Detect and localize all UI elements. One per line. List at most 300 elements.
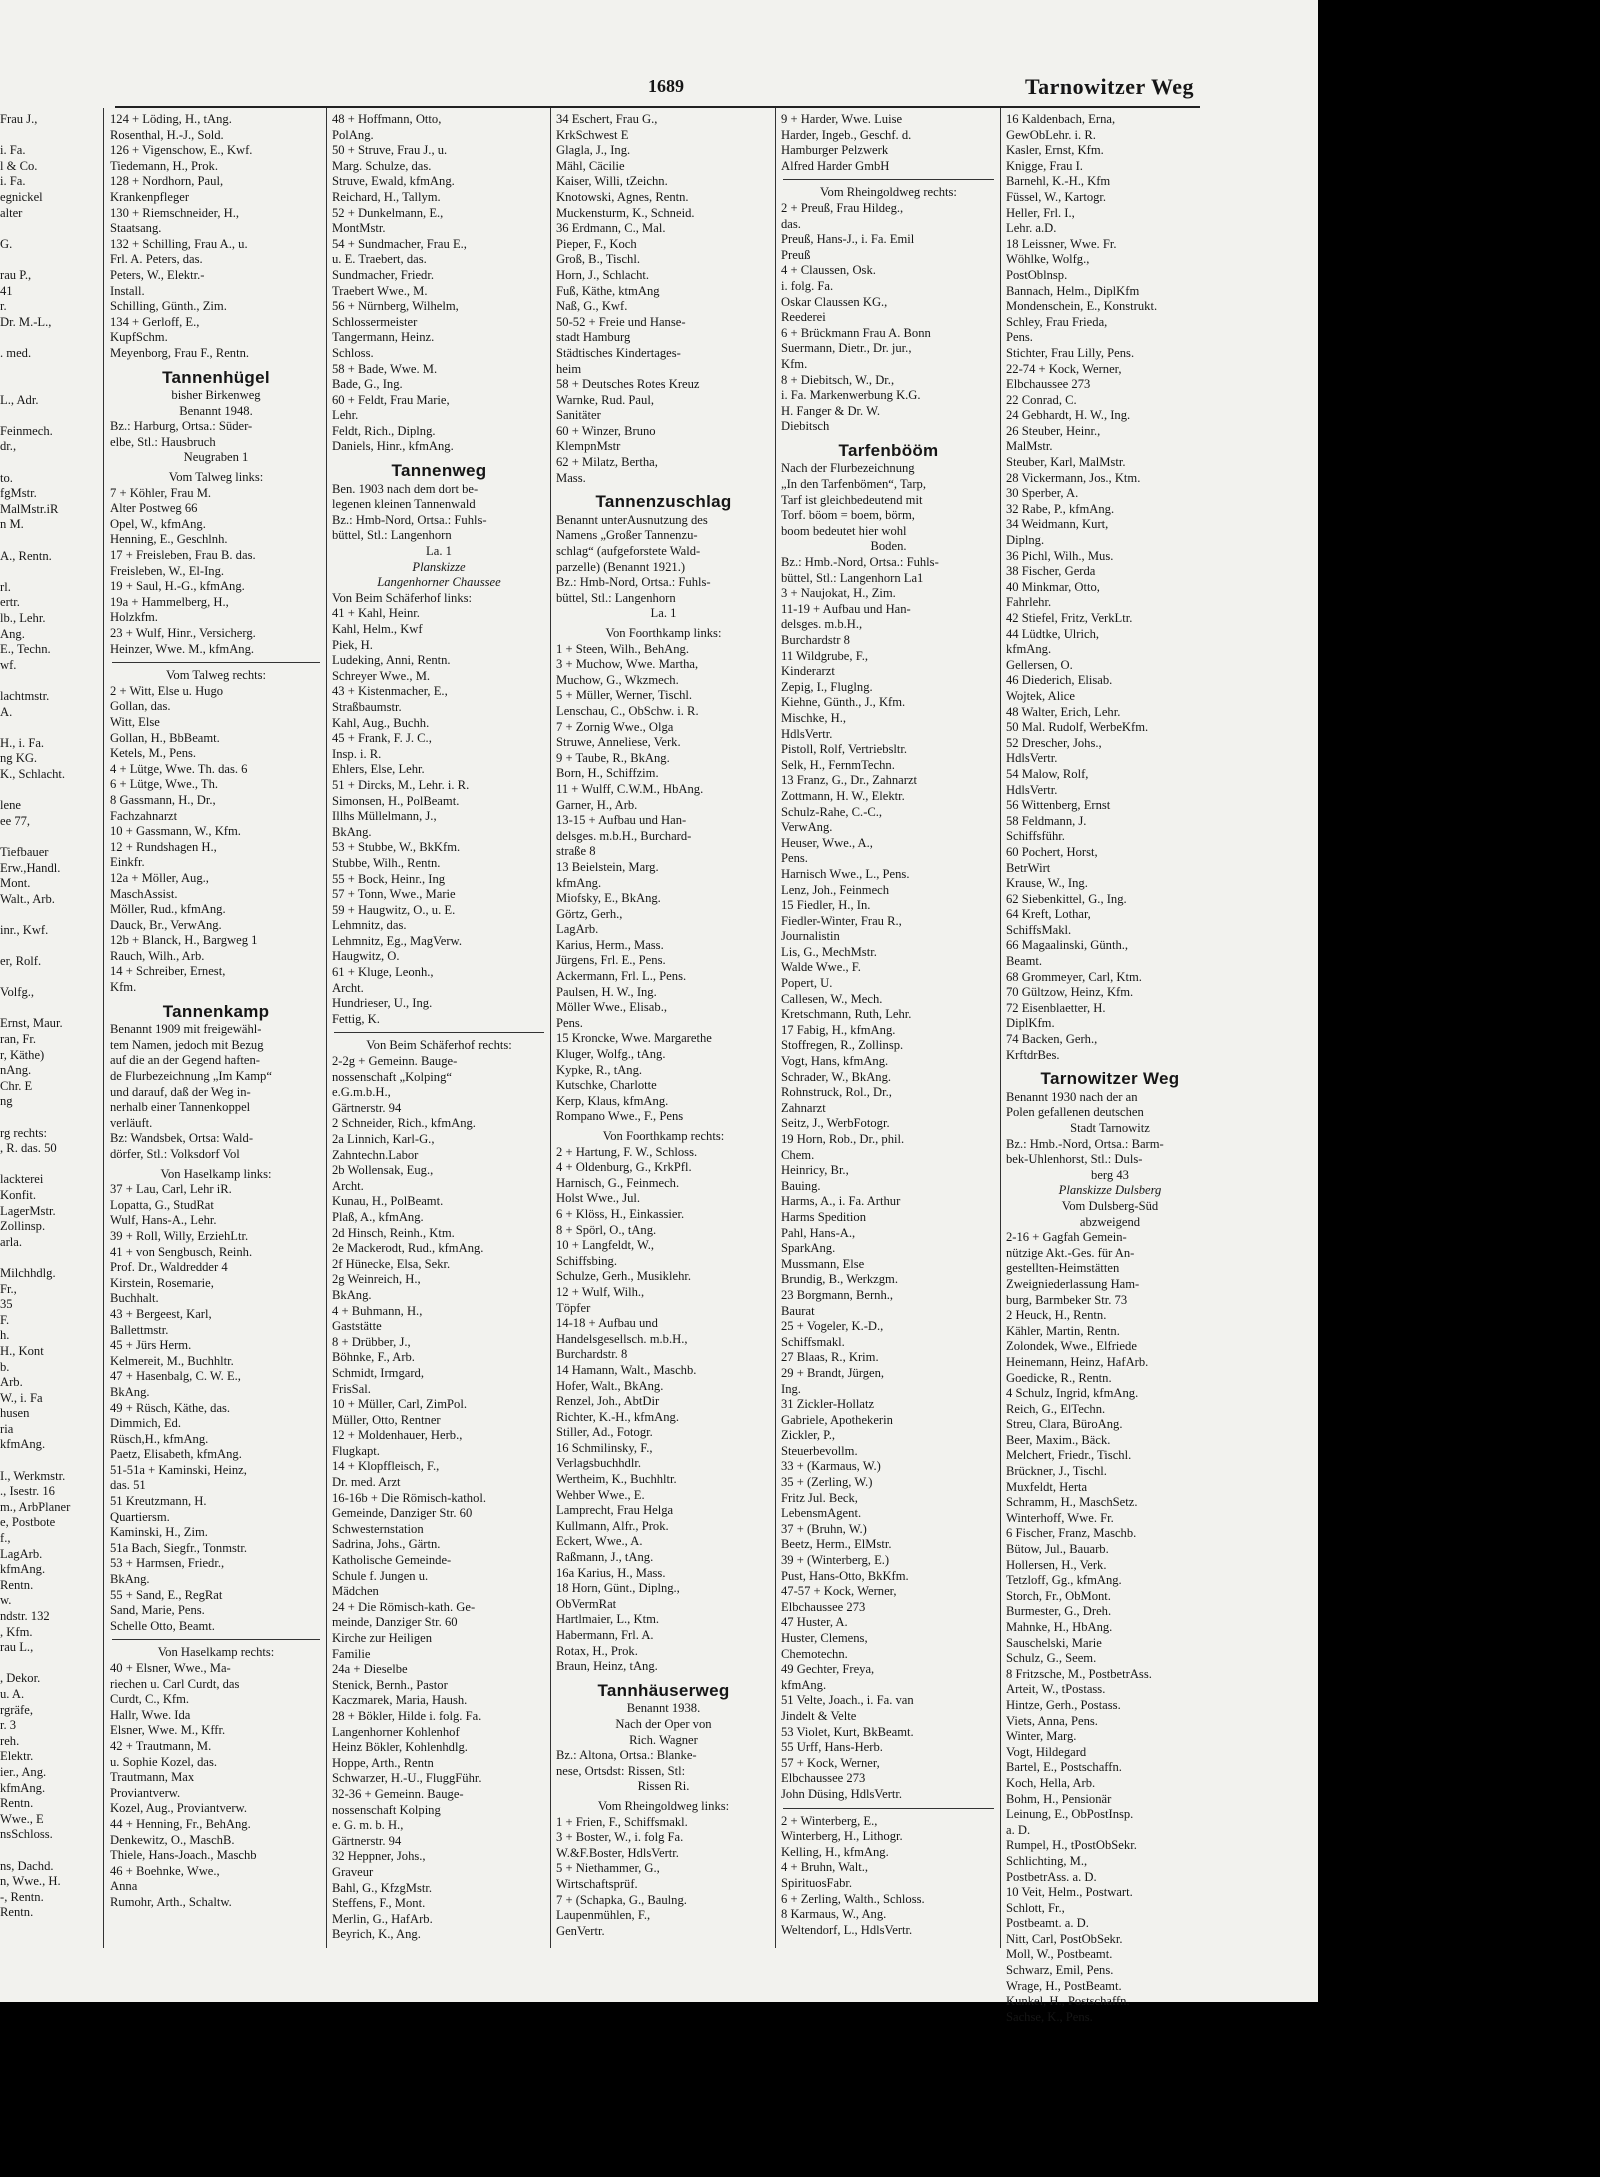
- entry-continuation: büttel, Stl.: Langenhorn La1: [781, 570, 924, 585]
- entry-continuation: Familie: [332, 1646, 371, 1661]
- entry-continuation: Gemeinde, Danziger Str. 60: [332, 1506, 473, 1521]
- directory-entry: [0, 1157, 100, 1173]
- directory-entry: 8 Gassmann, H., Dr.,: [110, 792, 216, 807]
- entry-continuation: Ackermann, Frl. L., Pens.: [556, 969, 687, 984]
- directory-entry: Bz: Wandsbek, Ortsa: Wald-: [110, 1131, 254, 1146]
- street-heading: Tarfenbööm: [838, 440, 939, 460]
- directory-entry: 68 Grommeyer, Carl, Ktm.: [1006, 969, 1142, 984]
- entry-continuation: Vogt, Hans, kfmAng.: [781, 1054, 889, 1069]
- entry-continuation: Schiffsführ.: [1006, 829, 1065, 844]
- entry-continuation: Pust, Hans-Otto, BkKfm.: [781, 1568, 909, 1583]
- entry-continuation: Zickler, P.,: [781, 1428, 836, 1443]
- entry-continuation: Popert, U.: [781, 976, 833, 991]
- entry-continuation: Nitt, Carl, PostObSekr.: [1006, 1931, 1123, 1946]
- directory-entry: kfmAng.: [0, 1562, 46, 1577]
- entry-continuation: Diebitsch: [781, 419, 830, 434]
- directory-column-1: [110, 112, 322, 1947]
- entry-continuation: Heinemann, Heinz, HafArb.: [1006, 1354, 1149, 1369]
- directory-entry: 51 Velte, Joach., i. Fa. van: [781, 1693, 914, 1708]
- section-label: Von Haselkamp links:: [160, 1166, 272, 1181]
- entry-continuation: KrftdrBes.: [1006, 1047, 1060, 1062]
- directory-entry: 22-74 + Kock, Werner,: [1006, 361, 1122, 376]
- entry-continuation: Stenick, Bernh., Pastor: [332, 1677, 448, 1692]
- directory-entry: , R. das. 50: [0, 1141, 57, 1156]
- entry-continuation: Kretschmann, Ruth, Lehr.: [781, 1007, 912, 1022]
- directory-entry: [0, 1110, 100, 1126]
- entry-continuation: Bütow, Jul., Bauarb.: [1006, 1542, 1109, 1557]
- entry-continuation: büttel, Stl.: Langenhorn: [332, 528, 452, 543]
- directory-entry: 8 Karmaus, W., Ang.: [781, 1907, 887, 1922]
- entry-continuation: Raßmann, J., tAng.: [556, 1550, 654, 1565]
- directory-entry: Bz.: Harburg, Ortsa.: Süder-: [110, 419, 253, 434]
- directory-entry: reh.: [0, 1733, 20, 1748]
- entry-continuation: nossenschaft Kolping: [332, 1802, 441, 1817]
- directory-entry: Chr. E: [0, 1078, 33, 1093]
- separator-rule: [112, 662, 320, 663]
- directory-entry: Konfit.: [0, 1187, 37, 1202]
- directory-entry: 2f Hünecke, Elsa, Sekr.: [332, 1256, 451, 1271]
- entry-continuation: Fachzahnarzt: [110, 808, 178, 823]
- entry-continuation: Dauck, Br., VerwAng.: [110, 917, 222, 932]
- directory-entry: [0, 377, 100, 393]
- directory-entry: b.: [0, 1359, 10, 1374]
- entry-continuation: KupfSchm.: [110, 330, 168, 345]
- directory-entry: 14 + Schreiber, Ernest,: [110, 964, 226, 979]
- entry-continuation: Steffens, F., Mont.: [332, 1896, 426, 1911]
- directory-entry: 2 Heuck, H., Rentn.: [1006, 1308, 1107, 1323]
- directory-entry: 5 + Niethammer, G.,: [556, 1861, 660, 1876]
- directory-entry: 2 + Winterberg, E.,: [781, 1813, 878, 1828]
- entry-continuation: Ballettmstr.: [110, 1322, 169, 1337]
- entry-continuation: Heller, Frl. I.,: [1006, 205, 1075, 220]
- entry-continuation: GenVertr.: [556, 1923, 605, 1938]
- directory-entry: [0, 533, 100, 549]
- entry-continuation: kfmAng.: [1006, 642, 1052, 657]
- directory-entry: lachtmstr.: [0, 688, 50, 703]
- entry-continuation: VerwAng.: [781, 820, 833, 835]
- entry-continuation: MontMstr.: [332, 221, 386, 236]
- entry-continuation: Rüsch,H., kfmAng.: [110, 1431, 209, 1446]
- entry-continuation: Melchert, Friedr., Tischl.: [1006, 1448, 1132, 1463]
- entry-continuation: Bannach, Helm., DiplKfm: [1006, 283, 1140, 298]
- entry-continuation: Lehmnitz, das.: [332, 918, 407, 933]
- entry-continuation: Bauing.: [781, 1178, 821, 1193]
- entry-continuation: Krankenpfleger: [110, 189, 190, 204]
- directory-entry: ria: [0, 1421, 14, 1436]
- directory-entry: r, Käthe): [0, 1047, 45, 1062]
- entry-continuation: Huster, Clemens,: [781, 1631, 868, 1645]
- directory-entry: Dr. M.-L.,: [0, 314, 52, 329]
- entry-continuation: Laupenmühlen, F.,: [556, 1908, 651, 1923]
- entry-continuation: Baurat: [781, 1303, 815, 1318]
- directory-entry: I., Werkmstr.: [0, 1468, 66, 1483]
- entry-continuation: Katholische Gemeinde-: [332, 1553, 452, 1568]
- directory-entry: 2e Mackerodt, Rud., kfmAng.: [332, 1241, 484, 1256]
- entry-continuation: Beyrich, K., Ang.: [332, 1927, 421, 1942]
- directory-entry: 6 + Zerling, Walth., Schloss.: [781, 1891, 925, 1906]
- directory-entry: LagerMstr.: [0, 1203, 56, 1218]
- entry-continuation: Wrage, H., PostBeamt.: [1006, 1978, 1122, 1993]
- entry-continuation: Einkfr.: [110, 855, 145, 870]
- entry-continuation: Feldt, Rich., Diplng.: [332, 423, 436, 438]
- directory-entry: 2g Weinreich, H.,: [332, 1272, 421, 1287]
- entry-continuation: Paulsen, H. W., Ing.: [556, 984, 657, 999]
- directory-entry: ertr.: [0, 595, 20, 610]
- entry-continuation: Harms, A., i. Fa. Arthur: [781, 1194, 901, 1209]
- directory-entry: [0, 221, 100, 237]
- directory-entry: 32 Rabe, P., kfmAng.: [1006, 501, 1115, 516]
- entry-continuation: Rumpel, H., tPostObSekr.: [1006, 1838, 1137, 1853]
- directory-entry: 132 + Schilling, Frau A., u.: [110, 236, 248, 251]
- entry-continuation: Kaminski, H., Zim.: [110, 1525, 208, 1540]
- directory-entry: 9 + Harder, Wwe. Luise: [781, 112, 903, 126]
- entry-continuation: Steuber, Karl, MalMstr.: [1006, 455, 1126, 470]
- entry-continuation: MalMstr.: [1006, 439, 1053, 454]
- section-label: Von Haselkamp rechts:: [157, 1645, 275, 1660]
- directory-entry: 16-16b + Die Römisch-kathol.: [332, 1490, 487, 1505]
- directory-entry: 18 Horn, Günt., Diplng.,: [556, 1581, 680, 1596]
- entry-continuation: Seitz, J., WerbFotogr.: [781, 1116, 890, 1131]
- directory-entry: nsSchloss.: [0, 1827, 53, 1842]
- entry-continuation: Graveur: [332, 1864, 374, 1879]
- entry-continuation: nützige Akt.-Ges. für An-: [1006, 1245, 1135, 1260]
- entry-continuation: BkAng.: [110, 1384, 150, 1399]
- section-label: Vom Rheingoldweg rechts:: [820, 185, 957, 200]
- directory-entry: m., ArbPlaner: [0, 1499, 71, 1514]
- entry-continuation: GewObLehr. i. R.: [1006, 127, 1096, 142]
- column-divider: [326, 108, 327, 1948]
- directory-entry: 35 + (Zerling, W.): [781, 1475, 873, 1490]
- directory-entry: 52 Drescher, Johs.,: [1006, 735, 1102, 750]
- entry-continuation: Wulf, Hans-A., Lehr.: [110, 1213, 217, 1228]
- entry-continuation: Zolondek, Wwe., Elfriede: [1006, 1339, 1137, 1354]
- directory-entry: kfmAng.: [0, 1780, 46, 1795]
- running-head: Tarnowitzer Weg: [1025, 74, 1195, 99]
- directory-entry: 41 + von Sengbusch, Reinh.: [110, 1244, 253, 1259]
- directory-entry: 12b + Blanck, H., Bargweg 1: [110, 933, 258, 948]
- directory-entry: Bz.: Hmb.-Nord, Ortsa.: Barm-: [1006, 1136, 1164, 1151]
- entry-continuation: Opel, W., kfmAng.: [110, 516, 206, 531]
- entry-continuation: Elbchaussee 273: [1006, 377, 1091, 392]
- directory-entry: 19a + Hammelberg, H.,: [110, 594, 229, 609]
- directory-entry: 7 + (Schapka, G., Baulng.: [556, 1892, 687, 1907]
- directory-entry: w.: [0, 1593, 12, 1608]
- entry-continuation: nese, Ortsdst: Rissen, Stl:: [556, 1763, 686, 1778]
- directory-entry: 19 + Saul, H.-G., kfmAng.: [110, 579, 245, 594]
- entry-continuation: Muckensturm, K., Schneid.: [556, 205, 695, 220]
- entry-continuation: Anna: [110, 1879, 138, 1894]
- entry-continuation: Winterberg, H., Lithogr.: [781, 1829, 903, 1844]
- directory-entry: 57 + Kock, Werner,: [781, 1755, 880, 1770]
- entry-continuation: Kahl, Aug., Buchh.: [332, 715, 430, 730]
- entry-continuation: Lis, G., MechMstr.: [781, 944, 877, 959]
- entry-continuation: BetrWirt: [1006, 860, 1051, 875]
- directory-entry: [0, 1001, 100, 1017]
- entry-continuation: Eckert, Wwe., A.: [556, 1534, 643, 1549]
- directory-entry: 56 Wittenberg, Ernst: [1006, 798, 1111, 813]
- directory-entry: 32 Heppner, Johs.,: [332, 1849, 426, 1864]
- entry-continuation: Burchardstr. 8: [556, 1347, 628, 1362]
- entry-continuation: KrkSchwest E: [556, 127, 629, 142]
- directory-entry: 6 + Lütge, Wwe., Th.: [110, 777, 219, 792]
- entry-continuation: Harms Spedition: [781, 1209, 867, 1224]
- entry-continuation: Postbeamt. a. D.: [1006, 1916, 1089, 1931]
- entry-continuation: Illhs Müllelmann, J.,: [332, 809, 437, 824]
- entry-continuation: Koch, Hella, Arb.: [1006, 1775, 1096, 1790]
- directory-entry: 10 Veit, Helm., Postwart.: [1006, 1885, 1133, 1900]
- entry-continuation: Beer, Maxim., Bäck.: [1006, 1432, 1111, 1447]
- entry-continuation: Viets, Anna, Pens.: [1006, 1713, 1098, 1728]
- entry-continuation: „In den Tarfenbömen“, Tarp,: [781, 477, 926, 492]
- entry-continuation: Schulz-Rahe, C.-C.,: [781, 804, 883, 819]
- entry-continuation: Schule f. Jungen u.: [332, 1568, 429, 1583]
- entry-continuation: Knotowski, Agnes, Rentn.: [556, 189, 689, 204]
- entry-continuation: Kirstein, Rosemarie,: [110, 1275, 214, 1290]
- street-note: Vom Dulsberg-Süd: [1061, 1198, 1159, 1213]
- directory-entry: lb., Lehr.: [0, 611, 46, 625]
- directory-entry: ee 77,: [0, 813, 31, 828]
- entry-continuation: Bohm, H., Pensionär: [1006, 1791, 1112, 1806]
- entry-continuation: Schwarzer, H.-U., FluggFühr.: [332, 1771, 482, 1786]
- entry-continuation: Pahl, Hans-A.,: [781, 1225, 856, 1240]
- entry-continuation: FrisSal.: [332, 1381, 371, 1396]
- entry-continuation: Alter Postweg 66: [110, 501, 198, 516]
- directory-entry: [0, 128, 100, 144]
- entry-continuation: Tetzloff, Gg., kfmAng.: [1006, 1573, 1122, 1588]
- directory-entry: W., i. Fa: [0, 1390, 43, 1405]
- directory-entry: 55 + Sand, E., RegRat: [110, 1587, 223, 1602]
- entry-continuation: Hintze, Gerh., Postass.: [1006, 1697, 1121, 1712]
- entry-continuation: Install.: [110, 283, 145, 298]
- entry-continuation: Langenhorner Kohlenhof: [332, 1724, 460, 1739]
- entry-continuation: Gärtnerstr. 94: [332, 1833, 402, 1848]
- entry-continuation: Füssel, W., Kartogr.: [1006, 189, 1107, 204]
- entry-continuation: Gabriele, Apothekerin: [781, 1412, 893, 1427]
- entry-continuation: Zweigniederlassung Ham-: [1006, 1276, 1140, 1291]
- directory-entry: 8 + Spörl, O., tAng.: [556, 1222, 657, 1237]
- entry-continuation: Lopatta, G., StudRat: [110, 1197, 214, 1212]
- entry-continuation: Kozel, Aug., Proviantverw.: [110, 1801, 247, 1816]
- directory-entry: [0, 783, 100, 799]
- directory-entry: rau L.,: [0, 1640, 34, 1655]
- directory-entry: husen: [0, 1406, 30, 1421]
- entry-continuation: Glagla, J., Ing.: [556, 143, 631, 158]
- directory-entry: 3 + Naujokat, H., Zim.: [781, 586, 896, 601]
- entry-continuation: Muxfeldt, Herta: [1006, 1479, 1088, 1494]
- directory-entry: 4 + Buhmann, H.,: [332, 1303, 423, 1318]
- directory-entry: kfmAng.: [0, 1437, 46, 1452]
- directory-entry: 49 Gechter, Freya,: [781, 1662, 875, 1677]
- entry-continuation: Oskar Claussen KG.,: [781, 294, 888, 309]
- entry-continuation: Lehr. a.D.: [1006, 221, 1057, 236]
- entry-continuation: Paetz, Elisabeth, kfmAng.: [110, 1447, 242, 1462]
- entry-continuation: Stubbe, Wilh., Rentn.: [332, 855, 441, 870]
- directory-entry: 57 + Tonn, Wwe., Marie: [332, 887, 456, 902]
- entry-continuation: Ketels, M., Pens.: [110, 746, 197, 761]
- entry-continuation: Holst Wwe., Jul.: [556, 1191, 641, 1206]
- entry-continuation: Leinung, E., ObPostInsp.: [1006, 1807, 1134, 1822]
- directory-entry: 34 Weidmann, Kurt,: [1006, 517, 1109, 532]
- entry-continuation: Sand, Marie, Pens.: [110, 1603, 205, 1618]
- directory-entry: ., Isestr. 16: [0, 1484, 55, 1499]
- directory-entry: Rentn.: [0, 1905, 34, 1920]
- entry-continuation: kfmAng.: [556, 875, 602, 890]
- street-heading: Tannenzuschlag: [595, 492, 732, 512]
- directory-entry: Frau J.,: [0, 112, 38, 126]
- entry-continuation: Archt.: [332, 1178, 364, 1193]
- entry-continuation: Heinzer, Wwe. M., kfmAng.: [110, 641, 255, 656]
- entry-continuation: Alfred Harder GmbH: [781, 158, 890, 173]
- directory-entry: 12 + Rundshagen H.,: [110, 839, 217, 854]
- entry-continuation: Sadrina, Johs., Gärtn.: [332, 1537, 441, 1552]
- directory-entry: 3 + Muchow, Wwe. Martha,: [556, 657, 699, 672]
- entry-continuation: Miofsky, E., BkAng.: [556, 891, 661, 906]
- directory-entry: 70 Gültzow, Heinz, Kfm.: [1006, 985, 1134, 1000]
- directory-entry: H., Kont: [0, 1343, 44, 1358]
- directory-entry: 74 Backen, Gerh.,: [1006, 1032, 1098, 1047]
- entry-continuation: Rauch, Wilh., Arb.: [110, 948, 205, 963]
- entry-continuation: Sanitäter: [556, 408, 601, 423]
- entry-continuation: Moll, W., Postbeamt.: [1006, 1947, 1113, 1962]
- directory-entry: Ernst, Maur.: [0, 1016, 63, 1031]
- entry-continuation: Namens „Großer Tannenzu-: [556, 528, 698, 543]
- entry-continuation: Stichter, Frau Lilly, Pens.: [1006, 345, 1135, 360]
- directory-entry: Benannt 1930 nach der an: [1006, 1089, 1138, 1104]
- entry-continuation: Renzel, Joh., AbtDir: [556, 1394, 660, 1409]
- entry-continuation: Schulz, G., Seem.: [1006, 1651, 1097, 1666]
- street-note: Nach der Oper von: [615, 1716, 712, 1731]
- entry-continuation: Knigge, Frau I.: [1006, 158, 1083, 173]
- directory-entry: 2d Hinsch, Reinh., Ktm.: [332, 1225, 455, 1240]
- entry-continuation: H. Fanger & Dr. W.: [781, 403, 880, 418]
- entry-continuation: Zottmann, H. W., Elektr.: [781, 788, 905, 803]
- directory-entry: lene: [0, 798, 21, 813]
- entry-continuation: Haugwitz, O.: [332, 949, 400, 964]
- directory-entry: 42 + Trautmann, M.: [110, 1738, 212, 1753]
- directory-entry: rl.: [0, 579, 11, 594]
- column-divider: [775, 108, 776, 1948]
- entry-continuation: Muchow, G., Wkzmech.: [556, 672, 679, 687]
- directory-entry: 48 Walter, Erich, Lehr.: [1006, 704, 1121, 719]
- entry-continuation: Curdt, C., Kfm.: [110, 1692, 190, 1707]
- entry-continuation: PostbetrAss. a. D.: [1006, 1869, 1097, 1884]
- entry-continuation: Garner, H., Arb.: [556, 797, 638, 812]
- entry-continuation: boom bedeutet hier wohl: [781, 523, 907, 538]
- entry-continuation: Reederei: [781, 310, 826, 325]
- directory-entry: Erw.,Handl.: [0, 860, 61, 875]
- directory-entry: 51 Kreutzmann, H.: [110, 1494, 207, 1509]
- directory-entry: 14 + Klopffleisch, F.,: [332, 1459, 440, 1474]
- entry-continuation: Henning, E., Geschlnh.: [110, 532, 228, 547]
- entry-continuation: Schwesternstation: [332, 1521, 424, 1536]
- entry-continuation: Suermann, Dietr., Dr. jur.,: [781, 341, 912, 356]
- street-note: La. 1: [426, 544, 452, 559]
- entry-continuation: dörfer, Stl.: Volksdorf Vol: [110, 1147, 240, 1161]
- entry-continuation: Gellersen, O.: [1006, 657, 1073, 672]
- entry-continuation: Groß, B., Tischl.: [556, 252, 640, 267]
- directory-entry: r. 3: [0, 1718, 17, 1733]
- entry-continuation: und darauf, daß der Weg in-: [110, 1084, 251, 1099]
- entry-continuation: u. E. Traebert, das.: [332, 252, 427, 267]
- directory-entry: Ang.: [0, 626, 25, 641]
- street-heading: Tannhäuserweg: [597, 1680, 730, 1700]
- directory-entry: 12a + Möller, Aug.,: [110, 870, 209, 885]
- directory-entry: er, Rolf.: [0, 954, 42, 969]
- entry-continuation: Kaczmarek, Maria, Haush.: [332, 1693, 468, 1708]
- entry-continuation: Mischke, H.,: [781, 710, 847, 725]
- entry-continuation: Arteit, W., tPostass.: [1006, 1682, 1106, 1697]
- directory-entry: to.: [0, 470, 13, 485]
- directory-entry: F.: [0, 1312, 10, 1327]
- entry-continuation: Harnisch, G., Feinmech.: [556, 1175, 680, 1190]
- entry-continuation: u. Sophie Kozel, das.: [110, 1754, 218, 1769]
- directory-entry: 16a Karius, H., Mass.: [556, 1565, 666, 1580]
- entry-continuation: Schelle Otto, Beamt.: [110, 1618, 215, 1633]
- directory-entry: Elektr.: [0, 1749, 34, 1764]
- entry-continuation: Wöhlke, Wolfg.,: [1006, 252, 1090, 267]
- directory-entry: 11 + Wulff, C.W.M., HbAng.: [556, 781, 704, 796]
- directory-entry: 54 + Sundmacher, Frau E.,: [332, 236, 467, 251]
- directory-entry: 58 + Bade, Wwe. M.: [332, 361, 438, 376]
- directory-entry: Milchhdlg.: [0, 1265, 56, 1280]
- directory-entry: 28 Vickermann, Jos., Ktm.: [1006, 470, 1141, 485]
- entry-continuation: Kasler, Ernst, Kfm.: [1006, 143, 1104, 158]
- section-label: Von Foorthkamp links:: [605, 626, 722, 640]
- directory-entry: 126 + Vigenschow, E., Kwf.: [110, 143, 253, 158]
- directory-entry: Benannt 1909 mit freigewähl-: [110, 1022, 262, 1037]
- directory-entry: rau P.,: [0, 267, 32, 282]
- entry-continuation: Fiedler-Winter, Frau R.,: [781, 913, 902, 928]
- directory-entry: 5 + Müller, Werner, Tischl.: [556, 688, 693, 703]
- entry-continuation: Barnehl, K.-H., Kfm: [1006, 174, 1111, 189]
- directory-entry: 10 + Gassmann, W., Kfm.: [110, 824, 241, 839]
- entry-continuation: Marg. Schulze, das.: [332, 158, 432, 173]
- entry-continuation: Kfm.: [781, 356, 808, 371]
- map-note: Planskizze: [412, 559, 466, 574]
- directory-entry: 47 Huster, A.: [781, 1615, 848, 1630]
- directory-entry: 47 + Hasenbalg, C. W. E.,: [110, 1369, 241, 1384]
- street-note: La. 1: [650, 606, 677, 621]
- street-heading: Tannenweg: [391, 461, 487, 481]
- street-note: Benannt 1948.: [179, 403, 253, 418]
- entry-continuation: bek-Uhlenhorst, Stl.: Duls-: [1006, 1152, 1143, 1167]
- directory-entry: fgMstr.: [0, 486, 37, 501]
- directory-entry: 2 + Witt, Else u. Hugo: [110, 683, 224, 698]
- street-note: Neugraben 1: [183, 450, 249, 465]
- entry-continuation: BkAng.: [332, 1287, 372, 1302]
- directory-entry: 53 + Stubbe, W., BkKfm.: [332, 840, 461, 855]
- directory-entry: [0, 829, 100, 845]
- directory-entry: 2a Linnich, Karl-G.,: [332, 1132, 435, 1146]
- entry-continuation: Diplng.: [1006, 533, 1045, 548]
- entry-continuation: de Flurbezeichnung „Im Kamp“: [110, 1069, 272, 1084]
- entry-continuation: Rompano Wwe., F., Pens: [556, 1109, 684, 1124]
- directory-entry: 32-36 + Gemeinn. Bauge-: [332, 1786, 464, 1801]
- directory-entry: 31 Zickler-Hollatz: [781, 1397, 875, 1412]
- entry-continuation: Mondenschein, E., Konstrukt.: [1006, 299, 1158, 314]
- directory-entry: n, Wwe., H.: [0, 1874, 61, 1889]
- separator-rule: [334, 1032, 544, 1033]
- street-note: berg 43: [1091, 1167, 1129, 1182]
- directory-entry: K., Schlacht.: [0, 766, 66, 781]
- directory-entry: [0, 673, 100, 689]
- street-note: bisher Birkenweg: [171, 388, 261, 403]
- directory-entry: Rentn.: [0, 1796, 34, 1811]
- directory-entry: 38 Fischer, Gerda: [1006, 564, 1096, 579]
- directory-entry: 56 + Nürnberg, Wilhelm,: [332, 299, 459, 314]
- entry-continuation: Fritz Jul. Beck,: [781, 1490, 858, 1505]
- entry-continuation: Kirche zur Heiligen: [332, 1631, 433, 1645]
